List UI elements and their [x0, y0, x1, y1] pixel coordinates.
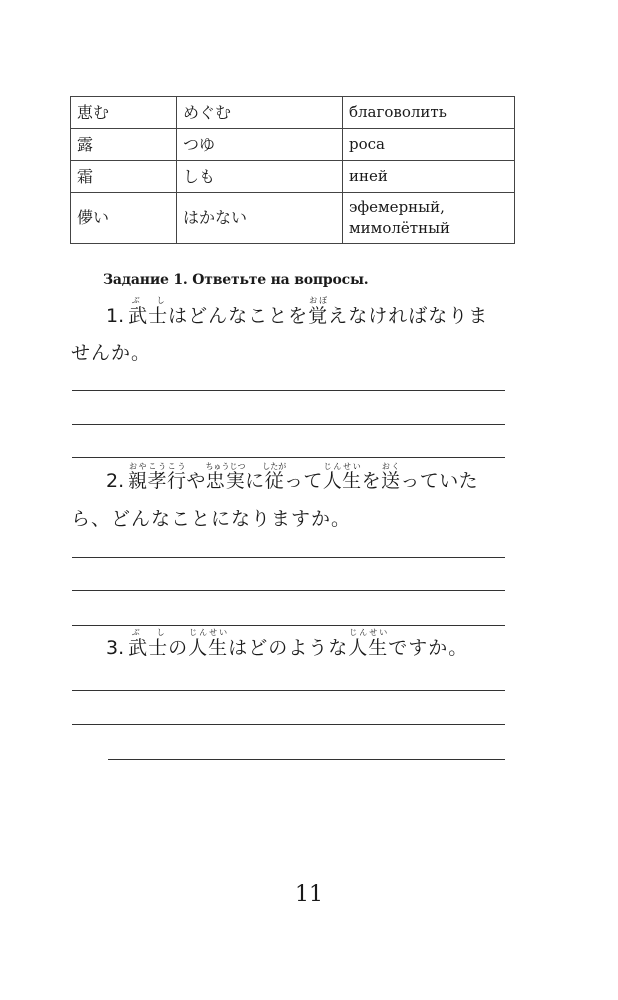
- question-text: はどのような: [228, 637, 349, 659]
- table-row: [71, 161, 515, 193]
- answer-line: [72, 390, 505, 391]
- translation-line: мимолётный: [349, 219, 451, 237]
- table-row: [71, 129, 515, 161]
- question-text: を: [361, 470, 381, 492]
- ruby-word: 武士ぶ し: [128, 628, 169, 659]
- answer-line: [72, 424, 505, 425]
- ruby-word: 武士ぶ し: [128, 296, 169, 327]
- kanji-cell: 露: [71, 129, 177, 161]
- question-3: [106, 628, 468, 660]
- kana-cell: しも: [177, 161, 343, 193]
- question-text: えなければなりま: [328, 305, 489, 327]
- ruby-word: 人生じんせい: [322, 462, 362, 492]
- ruby-word: 親孝行おやこうこう: [128, 462, 187, 492]
- translation-cell: роса: [343, 129, 515, 161]
- answer-line: [72, 690, 505, 691]
- translation-cell: иней: [343, 161, 515, 193]
- translation-line: эфемерный,: [349, 198, 445, 216]
- ruby-word: 従したが: [262, 462, 287, 492]
- kana-cell: めぐむ: [177, 97, 343, 129]
- question-text: っていた: [400, 470, 479, 492]
- question-text: の: [168, 637, 189, 659]
- ruby-word: 人生じんせい: [188, 628, 229, 659]
- page-number: 11: [295, 882, 323, 907]
- question-text: や: [186, 470, 206, 492]
- kanji-cell: 儚い: [71, 193, 177, 244]
- kana-cell: はかない: [177, 193, 343, 244]
- question-1: [106, 296, 488, 328]
- ruby-word: 忠実ちゅうじつ: [205, 462, 246, 492]
- translation-cell: благоволить: [343, 97, 515, 129]
- answer-line: [108, 759, 505, 760]
- vocabulary-table: [70, 96, 515, 244]
- table-row: [71, 97, 515, 129]
- answer-line: [72, 625, 505, 626]
- answer-line: [72, 457, 505, 458]
- table-row: [71, 193, 515, 244]
- question-number: 2.: [106, 470, 125, 492]
- question-text: はどんなことを: [168, 305, 309, 327]
- question-1-continued: せんか。: [71, 342, 152, 364]
- question-number: 3.: [106, 637, 125, 659]
- kana-cell: つゆ: [177, 129, 343, 161]
- question-2-continued: ら、どんなことになりますか。: [71, 508, 352, 530]
- ruby-word: 人生じんせい: [348, 628, 389, 659]
- kanji-cell: 霜: [71, 161, 177, 193]
- answer-line: [72, 724, 505, 725]
- question-text: ですか。: [388, 637, 469, 659]
- translation-cell: [343, 193, 515, 244]
- question-text: って: [283, 470, 323, 492]
- question-text: に: [245, 470, 265, 492]
- kanji-cell: 恵む: [71, 97, 177, 129]
- answer-line: [72, 590, 505, 591]
- ruby-word: 送おく: [381, 462, 401, 492]
- answer-line: [72, 557, 505, 558]
- question-number: 1.: [106, 305, 125, 327]
- task-title: Задание 1. Ответьте на вопросы.: [103, 272, 369, 288]
- question-2: [106, 462, 478, 493]
- ruby-word: 覚おぼ: [308, 296, 329, 327]
